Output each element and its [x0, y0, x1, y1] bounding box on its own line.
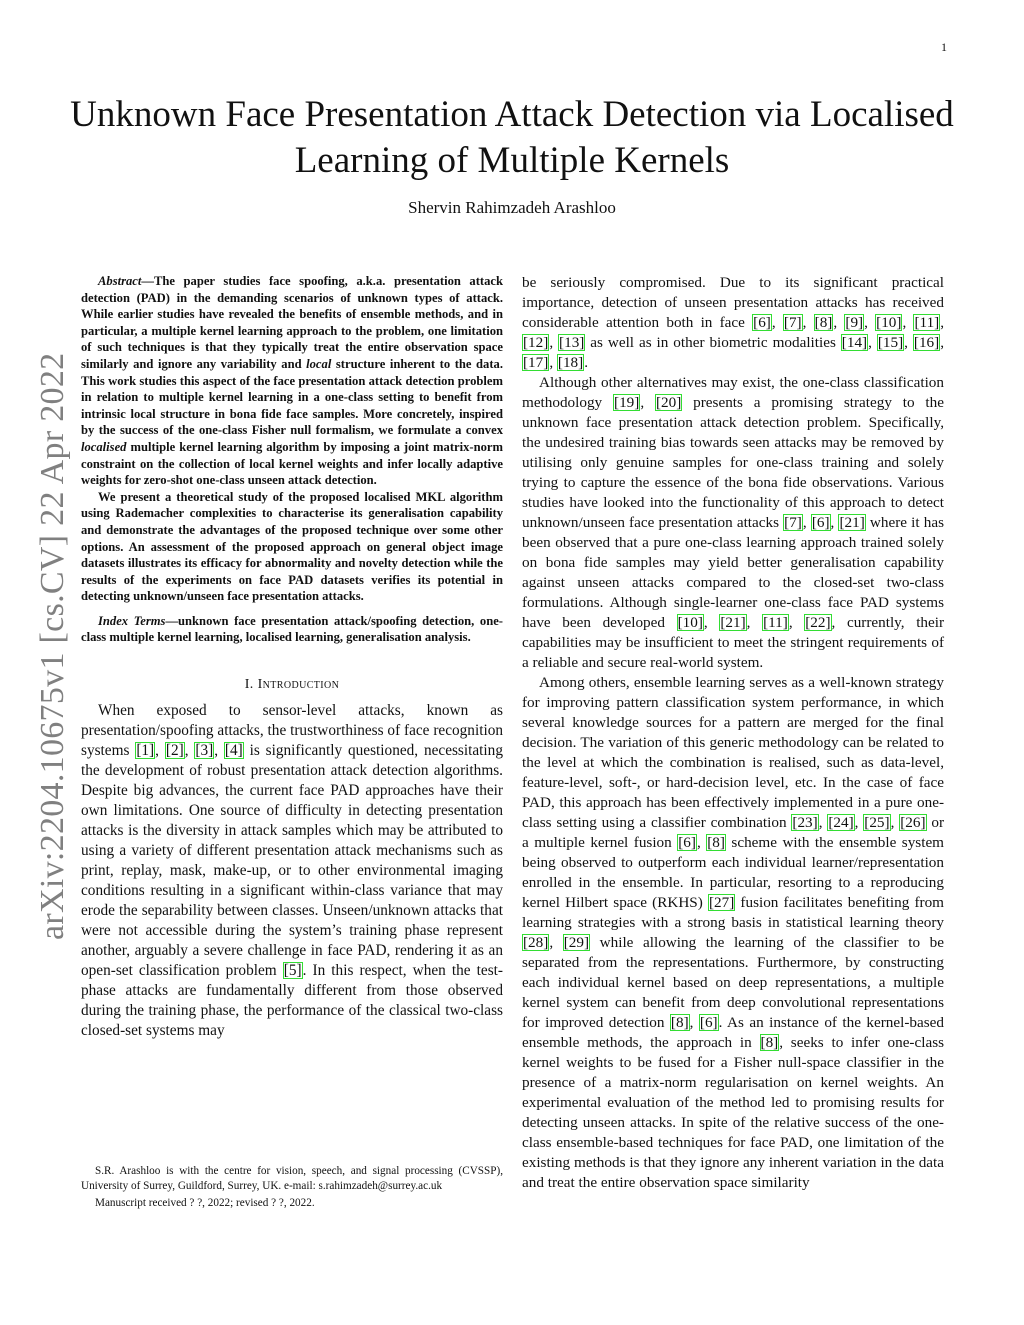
arxiv-identifier-stamp: arXiv:2204.10675v1 [cs.CV] 22 Apr 2022 [34, 352, 71, 940]
right-paragraph-continuation: be seriously compromised. Due to its significant practical importance, detection of unseen presentation attacks has received considerable attention both in face [6], [7], [8], [9], [10], [11], [12], [13] as well as in other biometric modalities [14], [15], [16], [17], [18]. [522, 274, 945, 371]
citation-link[interactable]: [15] [877, 334, 904, 351]
citation-link[interactable]: [10] [677, 614, 703, 631]
citation-link[interactable]: [21] [839, 514, 865, 531]
citation-link[interactable]: [29] [563, 934, 590, 951]
paper-title: Unknown Face Presentation Attack Detection via Localised Learning of Multiple Kernels [70, 94, 954, 181]
citation-link[interactable]: [7] [783, 314, 802, 331]
index-terms-lead: Index Terms [98, 613, 166, 628]
citation-link[interactable]: [18] [557, 354, 584, 371]
citation-link[interactable]: [12] [523, 334, 549, 351]
citation-link[interactable]: [19] [614, 394, 640, 411]
right-paragraph-one-class: Although other alternatives may exist, the one-class classification methodology [19], [20] presents a promising strategy to the unknown face presentation attack detection problem. Specifically, the undesired training bias towards seen attacks may be removed by utilising only genuine samples for one-class training and solely trying to capture the essence of the bona fide observations. Various studies have looked into the functionality of this approach to detect unknown/unseen face presentation attacks [7], [6], [21] where it has been observed that a pure one-class learning approach trained solely on bona fide samples may yield better generalisation capability against unseen attacks compared to the closed-set two-class formulations. Although single-learner one-class face PAD systems have been developed [10], [21], [11], [22], currently, their capabilities may be insufficient to meet the stringent requirements of a reliable and secure real-world system. [522, 374, 945, 671]
citation-link[interactable]: [17] [523, 354, 549, 371]
emphasis-text: localised [81, 439, 127, 454]
section-title: Introduction [257, 677, 340, 693]
footnotes [81, 1164, 503, 1211]
intro-paragraph-1: When exposed to sensor-level attacks, known as presentation/spoofing attacks, the trustworthiness of face recognition systems [1], [2], [3], [4] is significantly questioned, necessitating the development of robust presentation attack detection algorithms. Despite big advances, the current face PAD approaches have their own limitations. One source of difficulty in detecting presentation attacks is the diversity in attack samples which may be attributed to using a variety of different presentation attack mechanisms such as print, replay, mask, make-up, or to other environmental imaging conditions resulting in a significant within-class variance that may erode the separability between classes. Unseen/unknown attacks that were not accessible during the system’s training phase represent another, arguably a severe challenge in face PAD, rendering it as an open-set classification problem [5]. In this respect, when the test-phase attacks are fundamentally different from those observed during the training phase, the performance of the classical two-class closed-set systems may [81, 702, 503, 1040]
footnote-manuscript: Manuscript received ? ?, 2022; revised ? ?, 2022. [95, 1197, 315, 1209]
abstract-paragraph-2: We present a theoretical study of the proposed localised MKL algorithm using Rademacher complexities to characterise its generalisation capability and demonstrate the advantages of the proposed technique over some other options. An assessment of the proposed approach on general object image datasets illustrates its efficacy for abnormality and novelty detection while the results of the experiments on face PAD datasets verifies its potential in detecting unknown/unseen face presentation attacks. [81, 489, 503, 604]
citation-link[interactable]: [1] [136, 742, 155, 760]
page-number: 1 [941, 40, 947, 54]
citation-link[interactable]: [21] [720, 614, 746, 631]
left-column [81, 273, 503, 1041]
citation-link[interactable]: [2] [165, 742, 184, 760]
citation-link[interactable]: [6] [811, 514, 830, 531]
citation-link[interactable]: [8] [760, 1034, 779, 1051]
citation-link[interactable]: [11] [914, 314, 940, 331]
section-heading-introduction [81, 677, 503, 693]
abstract-text-1: —The paper studies face spoofing, a.k.a. presentation attack detection (PAD) in the demanding scenarios of unknown types of attack. While earlier studies have revealed the benefits of ensemble methods, and in particular, a multiple kernel learning approach to the problem, one limitation of such techniques is that they typically treat the entire observation space similarly and ignore any variability and local structure inherent to the data. This work studies this aspect of the face presentation attack detection problem in relation to multiple kernel learning in a one-class setting to benefit from intrinsic local structure in bona fide face samples. More concretely, inspired by the success of the one-class Fisher null formalism, we formulate a convex localised multiple kernel learning algorithm by imposing a joint matrix-norm constraint on the collection of local kernel weights and infer locally adaptive weights for zero-shot one-class unseen attack detection. [81, 274, 503, 488]
citation-link[interactable]: [6] [678, 834, 696, 851]
abstract [81, 273, 503, 646]
citation-link[interactable]: [4] [224, 742, 243, 760]
citation-link[interactable]: [26] [900, 814, 926, 831]
index-terms-text: —unknown face presentation attack/spoofing detection, one-class multiple kernel learning, localised learning, generalisation analysis. [81, 613, 503, 645]
citation-link[interactable]: [23] [792, 814, 818, 831]
citation-link[interactable]: [25] [864, 814, 890, 831]
right-column [522, 273, 944, 1193]
citation-link[interactable]: [8] [814, 314, 833, 331]
citation-link[interactable]: [16] [913, 334, 940, 351]
citation-link[interactable]: [8] [707, 834, 725, 851]
citation-link[interactable]: [5] [283, 962, 302, 980]
author-name: Shervin Rahimzadeh Arashloo [408, 198, 616, 217]
citation-link[interactable]: [14] [841, 334, 868, 351]
abstract-paragraph-1 [81, 273, 503, 489]
citation-link[interactable]: [28] [523, 934, 549, 951]
citation-link[interactable]: [10] [876, 314, 902, 331]
emphasis-text: local [306, 356, 332, 371]
citation-link[interactable]: [20] [655, 394, 682, 411]
citation-link[interactable]: [6] [753, 314, 771, 331]
citation-link[interactable]: [13] [559, 334, 585, 351]
citation-link[interactable]: [7] [784, 514, 802, 531]
citation-link[interactable]: [6] [699, 1014, 718, 1031]
section-number: I. [244, 677, 254, 693]
right-paragraph-ensemble: Among others, ensemble learning serves as a well-known strategy for improving pattern classification system performance, in which several knowledge sources for a pattern are merged for the final decision. The variation of this generic methodology can be related to the level at which the combination is realised, such as data-level, feature-level, soft-, or hard-decision level, etc. In the case of face PAD, this approach has been effectively implemented in a pure one-class setting using a classifier combination [23], [24], [25], [26] or a multiple kernel fusion [6], [8] scheme with the ensemble system being observed to outperform each individual learner/representation enrolled in the ensemble. In particular, resorting to a reproducing kernel Hilbert space (RKHS) [27] fusion facilitates benefiting from learning strategies with a strong basis in statistical learning theory [28], [29] while allowing the learning of the classifier to be separated from the representations. Furthermore, by constructing each individual kernel based on deep representations, a multiple kernel system can benefit from deep convolutional representations for improved detection [8], [6]. As an instance of the kernel-based ensemble methods, the approach in [8], seeks to infer one-class kernel weights to be fused for a Fisher null-space classifier in the presence of a matrix-norm regularisation on kernel weights. An experimental evaluation of the method led to promising results for detecting unseen attacks. In spite of the relative success of the one-class ensemble-based techniques for face PAD, one limitation of the existing methods is that they ignore any inherent variation in the data and treat the entire observation space similarity [522, 674, 945, 1191]
citation-link[interactable]: [11] [763, 614, 788, 631]
citation-link[interactable]: [8] [670, 1014, 689, 1031]
citation-link[interactable]: [24] [828, 814, 854, 831]
citation-link[interactable]: [3] [195, 742, 214, 760]
index-terms [81, 613, 503, 646]
citation-link[interactable]: [9] [845, 314, 864, 331]
citation-link[interactable]: [27] [708, 894, 735, 911]
citation-link[interactable]: [22] [805, 614, 831, 631]
footnote-affiliation: S.R. Arashloo is with the centre for vision, speech, and signal processing (CVSSP), University of Surrey, Guildford, Surrey, UK. e-mail: s.rahimzadeh@surrey.ac.uk [81, 1165, 503, 1192]
abstract-lead: Abstract [98, 274, 142, 288]
